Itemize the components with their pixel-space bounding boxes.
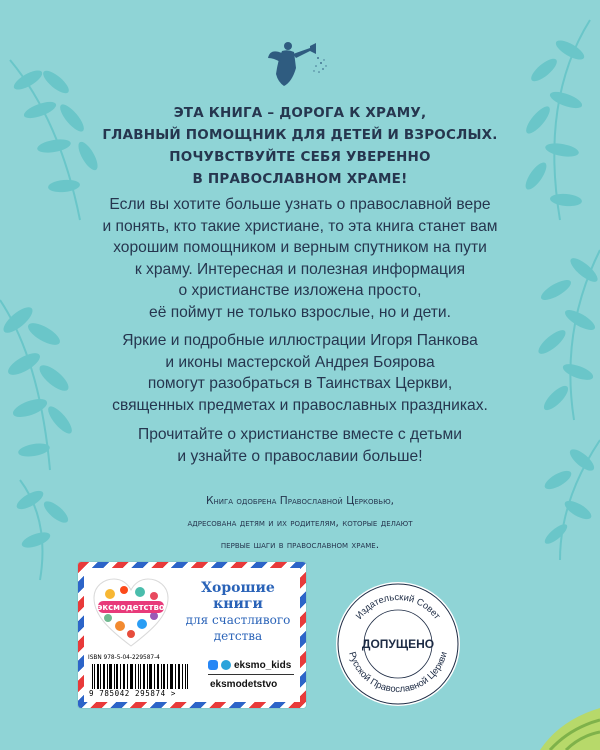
vk-icon — [208, 660, 218, 670]
church-approval-seal — [334, 580, 462, 708]
slogan-line: книги — [213, 596, 263, 612]
paragraph-line: и иконы мастерской Андрея Боярова — [165, 353, 435, 371]
social-handle: eksmo_kids — [234, 659, 292, 671]
publisher-stamp-card — [78, 562, 306, 708]
seal-top-text: Издательский Совет — [353, 590, 444, 622]
approval-line: первые шаги в православном храме. — [220, 539, 380, 551]
paragraph-line: Прочитайте о христианстве вместе с детьми — [138, 426, 462, 443]
paragraph-line: священных предметах и православных праздниках. — [112, 396, 488, 414]
headline-line: ГЛАВНЫЙ ПОМОЩНИК ДЛЯ ДЕТЕЙ И ВЗРОСЛЫХ. — [102, 127, 498, 143]
social-links — [208, 658, 300, 692]
heart-logo-icon — [90, 576, 172, 650]
approval-line: адресована детям и их родителям, которые делают — [187, 517, 413, 529]
slogan — [182, 580, 294, 644]
paragraph-line: Яркие и подробные иллюстрации Игоря Панкова — [122, 332, 478, 349]
headline-line: ПОЧУВСТВУЙТЕ СЕБЯ УВЕРЕННО — [169, 149, 431, 165]
headline-line: В ПРАВОСЛАВНОМ ХРАМЕ! — [192, 171, 408, 187]
paragraph-line: Если вы хотите больше узнать о православной вере — [109, 196, 491, 213]
description-paragraph-2 — [40, 330, 560, 416]
paragraph-line: её поймут не только взрослые, но и дети. — [149, 303, 451, 321]
paragraph-line: и понять, кто такие христиане, то эта книга станет вам — [102, 217, 498, 235]
brand-logo-text: эксмодетство — [97, 603, 165, 613]
seal-bottom-text: Русской Православной Церкви — [347, 650, 449, 695]
description-paragraph-1 — [40, 194, 560, 323]
social-handle-row[interactable] — [208, 658, 300, 672]
telegram-icon — [221, 660, 231, 670]
stamp-inner — [84, 568, 300, 702]
paragraph-line: и узнайте о православии больше! — [177, 447, 423, 465]
paragraph-line: о христианстве изложена просто, — [178, 282, 422, 299]
slogan-line: для счастливого — [185, 613, 291, 627]
seal-center-text: ДОПУЩЕНО — [361, 637, 435, 651]
headline-line: ЭТА КНИГА – ДОРОГА К ХРАМУ, — [173, 105, 427, 121]
description-paragraph-3 — [40, 424, 560, 467]
corner-decoration — [520, 690, 600, 750]
social-divider — [208, 674, 294, 675]
paragraph-line: к храму. Интересная и полезная информация — [134, 260, 466, 278]
angel-trumpet-icon — [266, 38, 330, 92]
slogan-line: детства — [213, 629, 263, 643]
approval-line: Книга одобрена Православной Церковью, — [205, 495, 395, 507]
approval-note — [60, 490, 540, 556]
slogan-line: Хорошие — [201, 580, 275, 596]
barcode-number: 9 785042 295874 > — [88, 689, 201, 698]
headline — [60, 102, 540, 190]
site-handle[interactable]: eksmodetstvo — [210, 679, 278, 690]
isbn-text: ISBN 978-5-04-229587-4 — [88, 655, 160, 661]
paragraph-line: хорошим помощником и верным спутником на пути — [113, 239, 487, 256]
paragraph-line: помогут разобраться в Таинствах Церкви, — [147, 375, 453, 392]
